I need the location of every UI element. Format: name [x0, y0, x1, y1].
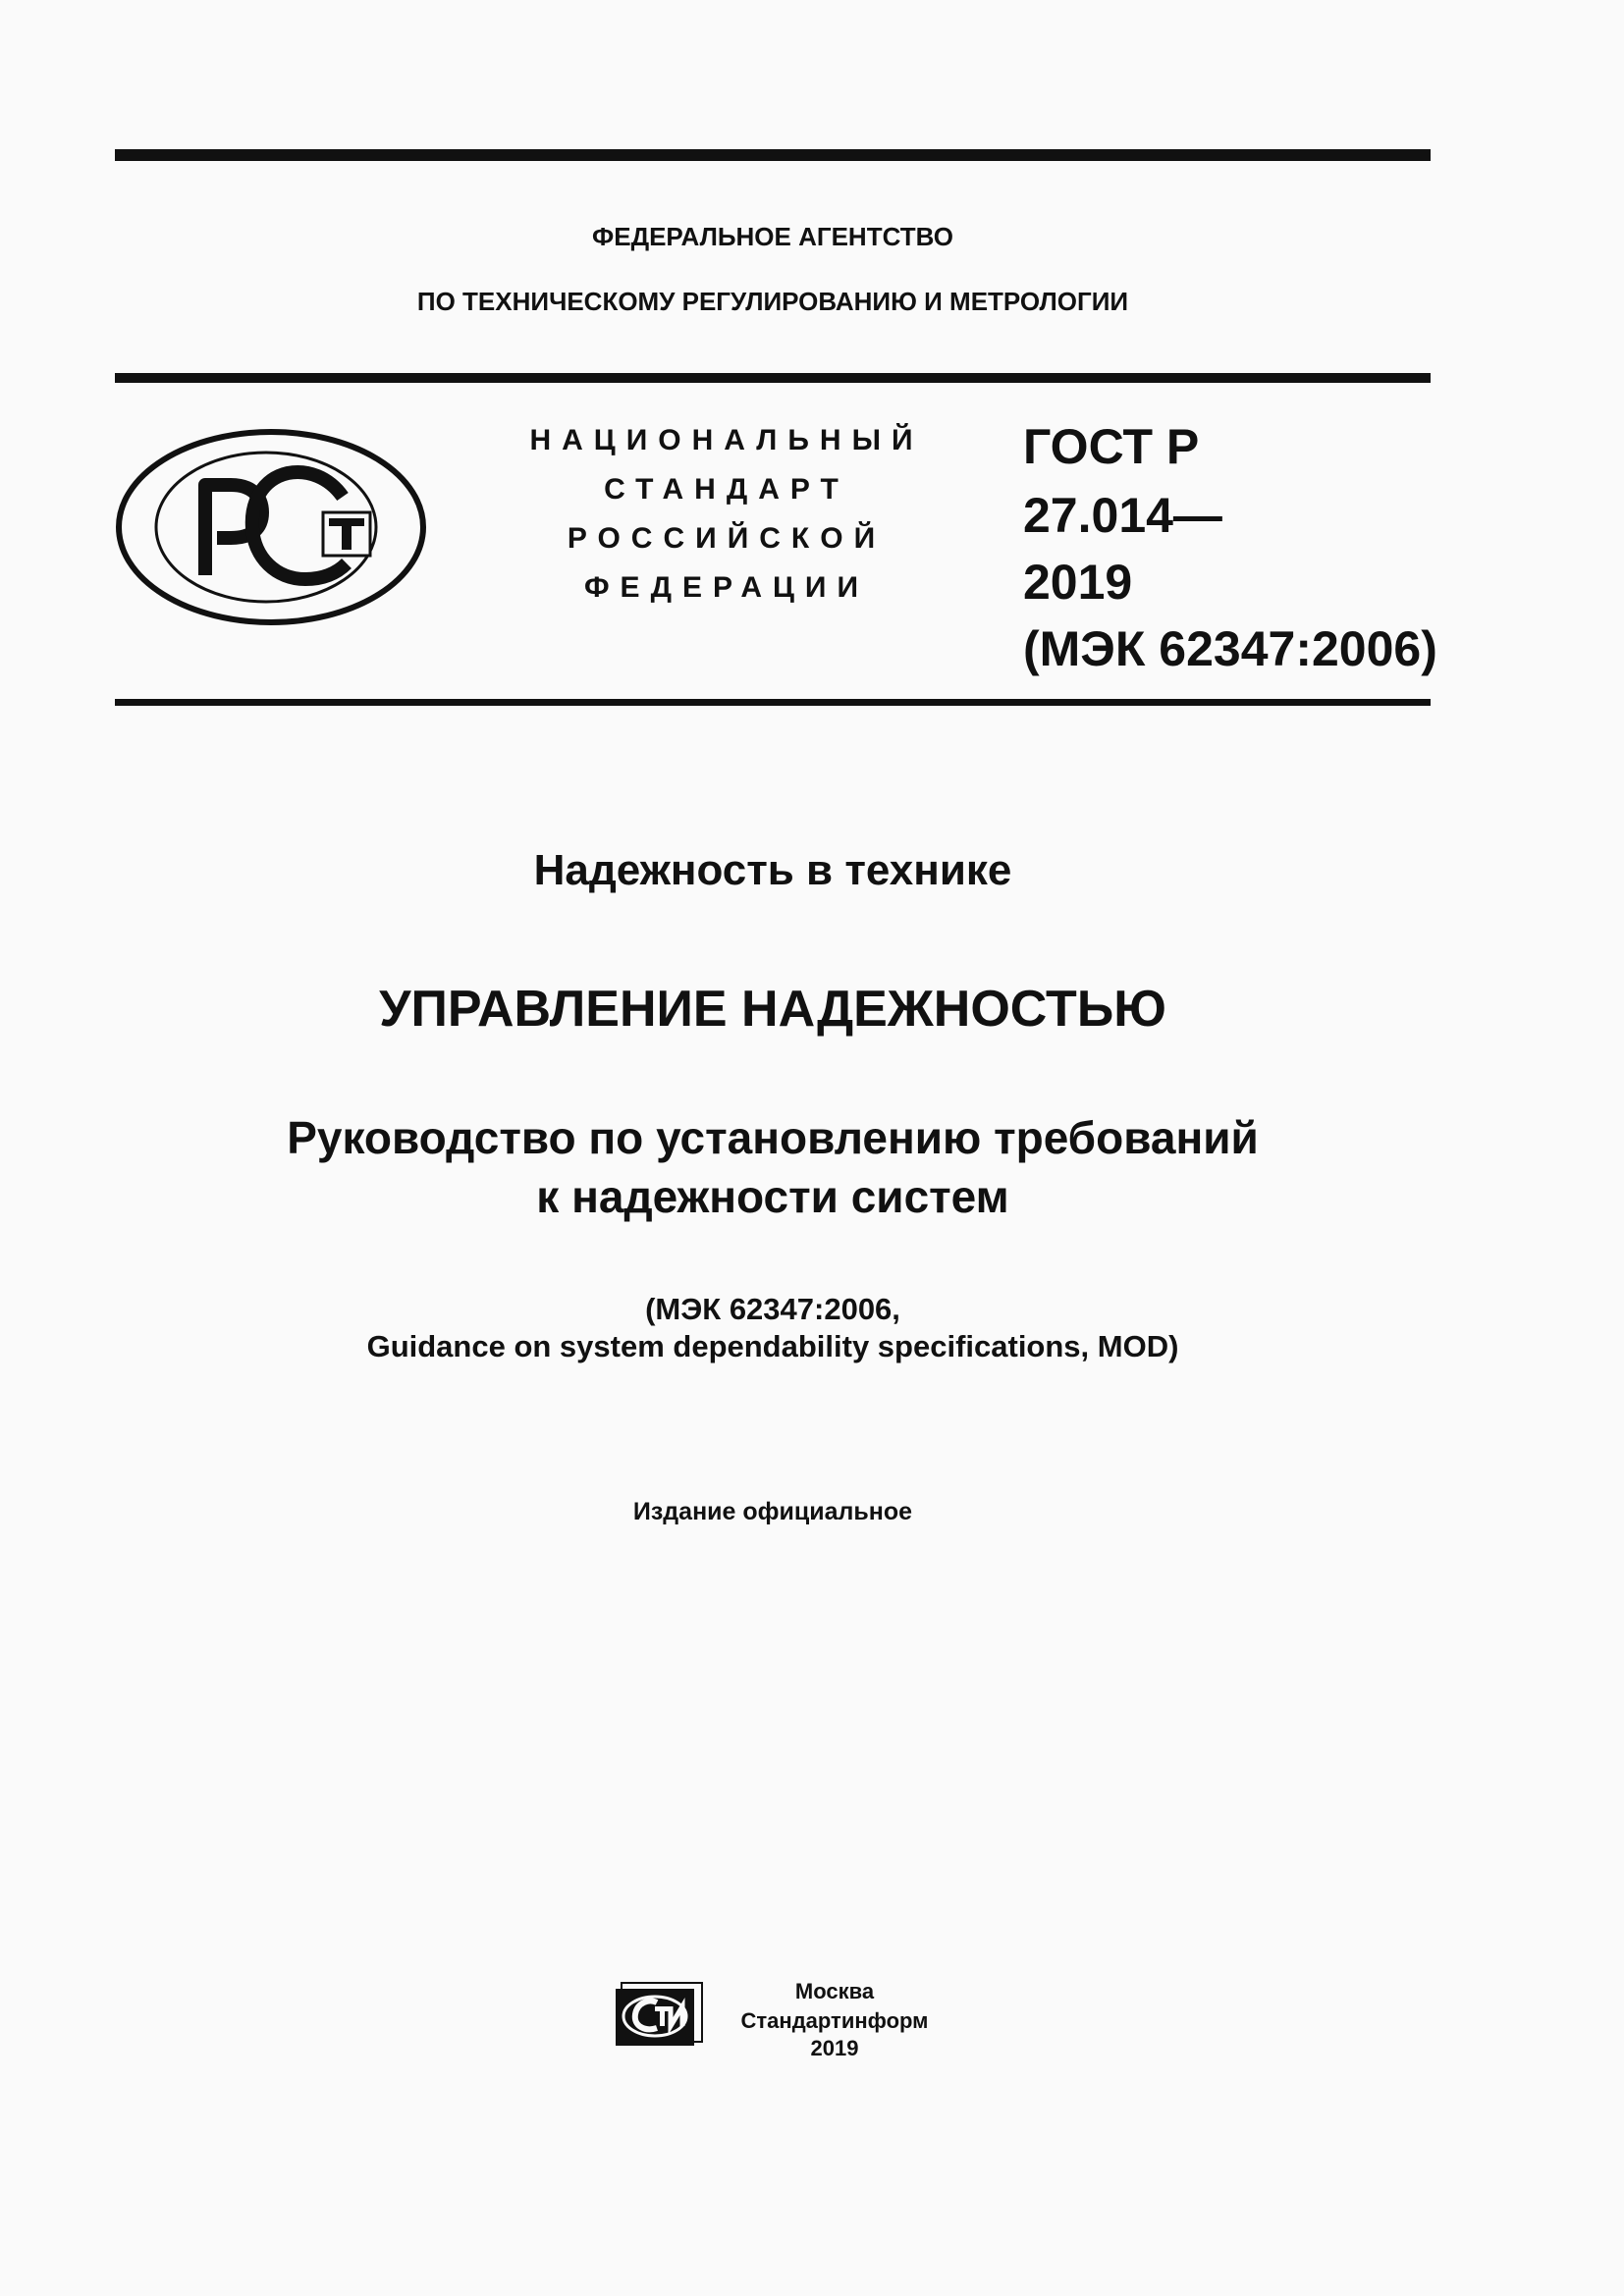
- standard-designation-line: (МЭК 62347:2006): [1023, 621, 1437, 676]
- publisher-city: Москва: [794, 1979, 875, 2003]
- national-standard-line: НАЦИОНАЛЬНЫЙ: [529, 424, 924, 456]
- subtitle-line-1: Руководство по установлению требований: [287, 1112, 1259, 1163]
- rst-logo-icon: [115, 428, 427, 626]
- publisher-name: Стандартинформ: [740, 2008, 929, 2033]
- national-standard-line: РОССИЙСКОЙ: [567, 522, 887, 555]
- standard-designation-line: 2019: [1023, 555, 1133, 610]
- subject-heading: Надежность в технике: [533, 846, 1012, 894]
- standartinform-logo-icon: [612, 1981, 706, 2052]
- edition-label: Издание официальное: [632, 1498, 913, 1525]
- standard-designation-line: 27.014—: [1023, 488, 1222, 543]
- national-standard-line: СТАНДАРТ: [604, 473, 849, 506]
- top-rule: [115, 149, 1431, 161]
- iec-reference-line-2: Guidance on system dependability specifications, MOD): [366, 1329, 1179, 1363]
- subtitle-line-2: к надежности систем: [536, 1171, 1009, 1222]
- national-standard-line: ФЕДЕРАЦИИ: [583, 571, 870, 604]
- agency-name-line-1: ФЕДЕРАЛЬНОЕ АГЕНТСТВО: [592, 222, 953, 251]
- agency-name-line-2: ПО ТЕХНИЧЕСКОМУ РЕГУЛИРОВАНИЮ И МЕТРОЛОГИИ: [416, 287, 1129, 316]
- standard-designation-line: ГОСТ Р: [1023, 419, 1200, 474]
- header-rule: [115, 373, 1431, 383]
- title-block-rule: [115, 699, 1431, 706]
- main-title: УПРАВЛЕНИЕ НАДЕЖНОСТЬЮ: [379, 981, 1166, 1038]
- iec-reference-line-1: (МЭК 62347:2006,: [645, 1292, 900, 1326]
- publication-year: 2019: [810, 2036, 859, 2060]
